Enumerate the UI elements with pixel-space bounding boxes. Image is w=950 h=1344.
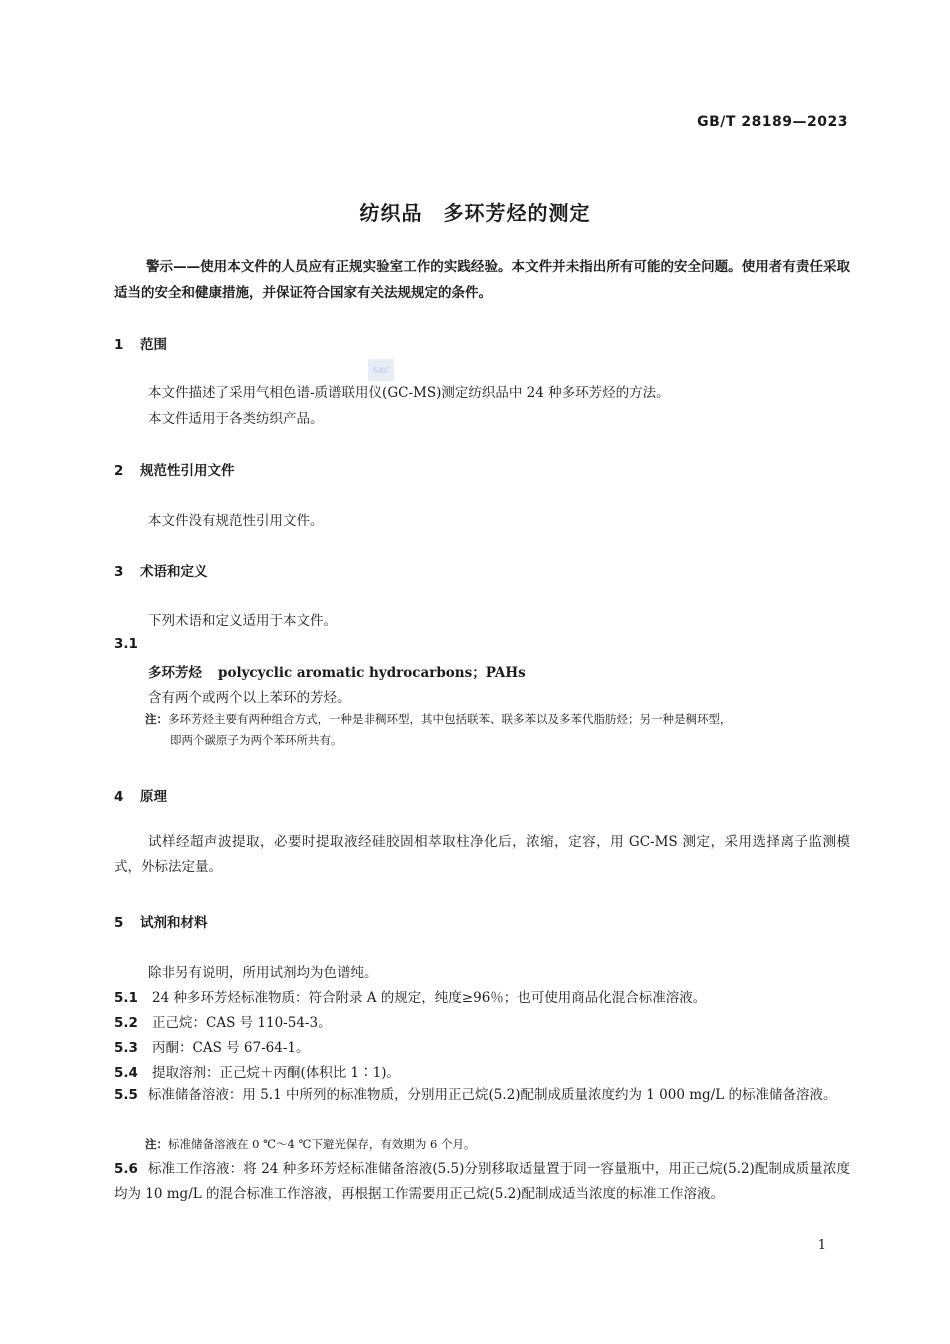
clause-text: 标准储备溶液：用 5.1 中所列的标准物质，分别用正己烷(5.2)配制成质量浓度约为 1 000 mg/L 的标准储备溶液。 bbox=[147, 1087, 837, 1103]
clause-text: 丙酮：CAS 号 67-64-1。 bbox=[152, 1040, 310, 1056]
clause-number: 5.6 bbox=[114, 1161, 138, 1177]
term-note bbox=[145, 709, 850, 751]
sac-watermark-logo bbox=[368, 359, 394, 381]
term-definition: 含有两个或两个以上苯环的芳烃。 bbox=[148, 690, 351, 706]
section-title: 术语和定义 bbox=[140, 564, 208, 580]
clause-text: 24 种多环芳烃标准物质：符合附录 A 的规定，纯度≥96％；也可使用商品化混合标准溶液。 bbox=[152, 990, 707, 1006]
clause-5-1 bbox=[114, 986, 706, 1006]
section-number: 3 bbox=[114, 564, 124, 580]
section-number: 2 bbox=[114, 463, 124, 479]
clause-number: 5.3 bbox=[114, 1040, 138, 1056]
section-title: 试剂和材料 bbox=[140, 915, 208, 931]
normative-references-paragraph: 本文件没有规范性引用文件。 bbox=[148, 513, 324, 529]
note-label: 注： bbox=[145, 1137, 168, 1151]
section-1-heading bbox=[114, 333, 167, 353]
clause-text: 正己烷：CAS 号 110-54-3。 bbox=[152, 1015, 332, 1031]
clause-number: 5.2 bbox=[114, 1015, 138, 1031]
section-number: 5 bbox=[114, 915, 124, 931]
term-note-line-2: 即两个碳原子为两个苯环所共有。 bbox=[170, 733, 343, 747]
section-title: 范围 bbox=[140, 337, 167, 353]
section-title: 规范性引用文件 bbox=[140, 463, 235, 479]
clause-5-3 bbox=[114, 1036, 309, 1056]
section-number: 1 bbox=[114, 337, 124, 353]
clause-5-4 bbox=[114, 1061, 400, 1081]
clause-number: 5.4 bbox=[114, 1065, 138, 1081]
clause-number: 5.1 bbox=[114, 990, 138, 1006]
term-note-line-1 bbox=[145, 709, 850, 730]
warning-paragraph: 警示——使用本文件的人员应有正规实验室工作的实践经验。本文件并未指出所有可能的安全问题。使用者有责任采取适当的安全和健康措施，并保证符合国家有关法规规定的条件。 bbox=[114, 259, 850, 301]
logo-text: SAC bbox=[372, 366, 390, 375]
clause-text: 提取溶剂：正己烷＋丙酮(体积比 1∶1)。 bbox=[152, 1065, 401, 1081]
clause-number: 5.5 bbox=[114, 1087, 138, 1103]
note-text: 多环芳烃主要有两种组合方式，一种是非稠环型，其中包括联苯、联多苯以及多苯代脂肪烃；另一种是稠环型， bbox=[168, 712, 732, 726]
reagents-intro: 除非另有说明，所用试剂均为色谱纯。 bbox=[148, 965, 378, 981]
section-5-heading bbox=[114, 911, 208, 931]
clause-text: 标准工作溶液：将 24 种多环芳烃标准储备溶液(5.5)分别移取适量置于同一容量瓶中，用正己烷(5.2)配制成质量浓度均为 10 mg/L 的混合标准工作溶液，再根据工作需要用正己烷(5.2)配制成适当浓度的标准工作溶液。 bbox=[114, 1161, 850, 1202]
note-text: 标准储备溶液在 0 ℃～4 ℃下避光保存，有效期为 6 个月。 bbox=[168, 1137, 476, 1151]
clause-5-5-note bbox=[145, 1134, 850, 1155]
clause-5-6 bbox=[114, 1157, 850, 1207]
clause-number: 3.1 bbox=[114, 636, 138, 652]
scope-paragraph-2: 本文件适用于各类纺织产品。 bbox=[148, 411, 324, 427]
principle-paragraph: 试样经超声波提取，必要时提取液经硅胶固相萃取柱净化后，浓缩，定容，用 GC-MS 测定，采用选择离子监测模式，外标法定量。 bbox=[114, 834, 850, 875]
page-number: 1 bbox=[817, 1238, 826, 1253]
term-entry bbox=[148, 661, 526, 681]
term-name-en: polycyclic aromatic hydrocarbons；PAHs bbox=[218, 665, 526, 681]
section-number: 4 bbox=[114, 789, 124, 805]
note-label: 注： bbox=[145, 712, 168, 726]
standard-number: GB/T 28189—2023 bbox=[697, 114, 848, 130]
term-name-zh: 多环芳烃 bbox=[148, 665, 202, 681]
terms-intro: 下列术语和定义适用于本文件。 bbox=[148, 613, 337, 629]
section-title: 原理 bbox=[140, 789, 167, 805]
term-number bbox=[114, 636, 152, 652]
clause-5-5 bbox=[114, 1083, 850, 1108]
clause-5-2 bbox=[114, 1011, 332, 1031]
section-3-heading bbox=[114, 560, 208, 580]
section-4-heading bbox=[114, 785, 167, 805]
section-2-heading bbox=[114, 459, 235, 479]
document-title: 纺织品 多环芳烃的测定 bbox=[359, 201, 591, 225]
scope-paragraph-1: 本文件描述了采用气相色谱-质谱联用仪(GC-MS)测定纺织品中 24 种多环芳烃的方法。 bbox=[148, 385, 670, 401]
